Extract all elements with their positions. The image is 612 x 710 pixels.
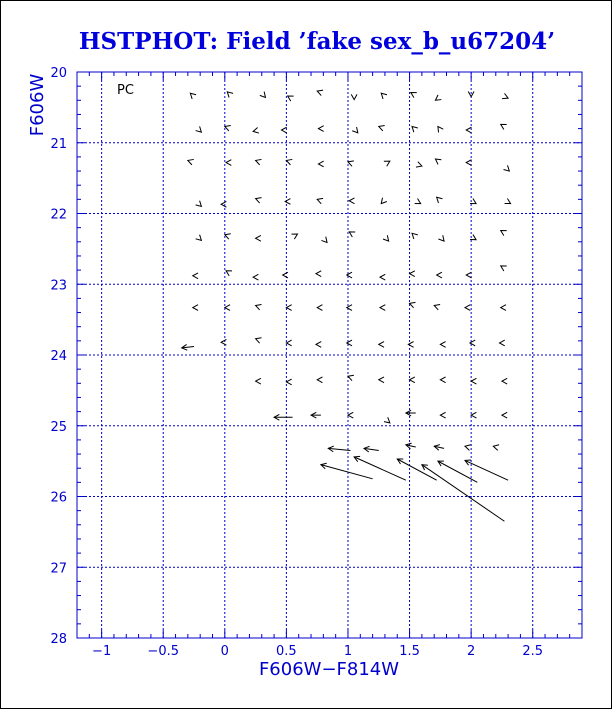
data-arrow [434,445,444,451]
data-arrow [348,161,354,166]
data-arrow [317,198,323,203]
arrow-head [505,198,511,203]
data-arrow [415,198,421,203]
data-arrow [381,198,387,204]
arrow-head [379,342,384,348]
data-arrow [281,127,286,133]
data-arrows [182,90,511,521]
data-arrow [437,197,443,203]
data-arrow [196,126,202,132]
data-arrow [466,272,471,278]
arrow-head [465,305,470,311]
data-arrow [348,375,354,380]
data-arrow [349,232,355,237]
data-arrow [318,126,323,132]
arrow-head [193,273,198,279]
x-tick-label: −0.5 [147,644,180,659]
data-arrow [225,234,231,239]
data-arrow [316,271,321,277]
data-arrow [256,235,261,241]
data-arrow [466,127,471,133]
arrow-head [422,465,428,470]
data-arrow [466,160,471,166]
arrow-head [381,93,387,99]
arrow-head [225,234,231,239]
arrow-head [316,271,321,277]
data-arrow [412,126,418,132]
data-arrow [253,127,259,133]
data-arrow [440,377,445,383]
arrow-head [286,340,291,346]
data-arrow [286,159,292,164]
arrow-head [256,235,261,241]
data-arrow [501,230,507,235]
y-tick-label: 22 [50,207,67,223]
arrow-head [321,237,327,243]
data-arrow [397,459,436,480]
arrow-head [412,126,418,132]
arrow-head [465,445,471,451]
data-arrow [348,412,353,418]
data-arrow [383,235,389,241]
arrow-head [256,198,262,203]
arrow-head [316,342,321,348]
arrow-head [466,272,471,278]
data-arrow [440,412,445,418]
arrow-head [411,93,417,98]
arrow-head [440,377,445,383]
data-arrow [416,162,422,167]
arrow-head [196,126,202,132]
arrow-head [286,159,292,164]
arrow-head [381,198,387,204]
arrow-head [225,125,231,130]
data-arrow [406,410,416,416]
x-tick-label: 2.5 [522,644,544,659]
arrow-head [380,274,385,280]
data-arrow [196,235,202,241]
data-arrow [384,417,390,423]
data-arrow [317,90,323,95]
data-arrow [384,161,390,166]
data-arrow [256,198,262,203]
arrow-head [281,127,286,133]
data-arrow [502,93,508,98]
y-tick-label: 28 [50,632,67,647]
arrow-head [227,92,233,98]
arrow-shaft [397,459,436,480]
arrow-head [318,126,323,132]
data-arrow [317,305,322,311]
data-arrow [285,199,290,205]
data-arrow [465,305,470,311]
data-arrow [440,342,445,348]
data-arrow [412,233,418,239]
chart-title: HSTPHOT: Field ’fake sex_b_u67204’ [78,28,556,55]
data-arrow [260,92,266,98]
data-arrow [188,159,194,164]
data-arrow [437,272,442,278]
data-arrow [501,305,506,311]
arrow-head [384,417,390,423]
y-tick-label: 21 [50,136,67,152]
arrow-head [352,127,358,133]
arrow-head [438,235,444,241]
arrow-head [408,342,413,348]
data-arrow [349,198,354,204]
arrow-head [501,266,507,271]
grid-lines [77,72,582,638]
arrow-head [501,305,506,311]
arrow-head [471,378,476,384]
x-tick-label: 1 [343,644,353,659]
x-axis-label: F606W−F814W [258,659,400,680]
arrow-head [471,412,476,418]
arrow-head [410,271,415,277]
data-arrow [502,378,507,384]
arrow-head [256,338,262,343]
arrow-head [317,90,323,95]
data-arrow [471,378,476,384]
arrow-head [379,125,385,130]
y-tick-label: 23 [50,278,67,294]
arrow-head [499,340,504,346]
arrow-head [383,235,389,241]
data-arrow [196,201,202,207]
y-tick-labels [50,66,67,647]
data-arrow [380,274,385,280]
data-arrow [286,340,291,346]
data-arrow [504,165,510,171]
arrow-head [188,159,194,164]
data-arrow [190,93,196,99]
data-arrow [410,271,415,277]
x-tick-label: −1 [92,644,112,659]
data-arrow [221,201,226,207]
y-tick-label: 27 [50,561,67,577]
arrow-head [379,377,384,383]
data-arrow [505,198,511,203]
data-arrow [225,305,230,311]
arrow-head [440,342,445,348]
arrow-head [283,272,288,278]
arrow-head [226,271,232,276]
arrow-head [196,201,202,207]
y-tick-label: 24 [50,349,67,364]
data-arrow [438,126,443,132]
data-arrow [288,96,294,101]
arrow-head [410,377,415,383]
arrow-head [437,197,443,203]
arrow-head [190,93,196,99]
data-arrow [291,234,297,239]
data-arrow [502,412,507,418]
arrow-head [493,445,499,451]
plot-annotation: PC [117,83,134,98]
data-arrow [256,304,262,309]
data-arrow [286,379,291,385]
data-arrow [381,93,387,99]
y-tick-label: 25 [50,419,67,435]
arrow-head [317,305,322,311]
data-arrow [256,378,261,384]
data-arrow [465,445,471,451]
arrow-head [438,126,443,132]
arrow-head [466,160,471,166]
data-arrow [379,377,384,383]
arrow-head [348,375,354,380]
arrow-head [221,339,226,345]
data-arrow [286,305,291,311]
arrow-head [260,92,266,98]
arrow-head [221,201,226,207]
arrow-head [351,94,357,99]
arrow-head [502,378,507,384]
arrow-head [502,412,507,418]
data-arrow [193,305,198,311]
arrow-head [501,230,507,235]
data-arrow [318,161,323,167]
x-tick-label: 1.5 [399,644,420,659]
arrow-head [502,93,508,98]
chart [1,1,612,710]
arrow-head [504,165,510,171]
data-arrow [380,305,385,311]
arrow-head [286,379,291,385]
data-arrow [435,159,441,164]
arrow-head [288,96,294,101]
data-arrow [411,93,417,98]
arrow-head [349,198,354,204]
data-arrow [434,304,440,309]
data-arrow [193,273,198,279]
arrow-head [291,234,297,239]
x-tick-label: 0 [220,644,229,659]
arrow-head [466,127,471,133]
arrow-head [440,412,445,418]
arrow-head [348,161,354,166]
arrow-head [256,378,261,384]
data-arrow [256,159,262,164]
data-arrow [410,377,415,383]
data-arrow [410,302,416,307]
data-arrow [379,125,385,130]
arrow-head [434,304,440,309]
arrow-head [348,412,353,418]
arrow-head [410,302,416,307]
y-tick-label: 20 [50,66,67,81]
arrow-head [256,304,262,309]
data-arrow [408,342,413,348]
data-arrow [225,125,231,130]
arrow-head [437,272,442,278]
y-tick-label: 26 [50,490,67,506]
data-arrow [351,94,357,99]
arrow-head [435,159,441,164]
arrow-head [285,199,290,205]
data-arrow [352,127,358,133]
data-arrow [321,463,373,479]
arrow-head [317,377,322,383]
data-arrow [274,414,292,420]
data-arrow [501,266,507,271]
data-arrow [379,342,384,348]
data-arrow [317,377,322,383]
data-arrow [501,124,507,129]
arrow-head [412,233,418,239]
data-arrow [227,92,233,98]
data-arrow [406,443,416,449]
data-arrow [316,342,321,348]
arrow-head [317,198,323,203]
arrow-head [193,305,198,311]
x-tick-label: 2 [467,644,476,659]
data-arrow [226,271,232,276]
arrow-head [501,124,507,129]
arrow-shaft [321,465,373,479]
data-arrow [256,338,262,343]
y-axis-label: F606W [27,73,48,137]
arrow-head [415,198,421,203]
arrow-head [349,232,355,237]
data-arrow [253,274,258,280]
data-arrow [328,446,350,452]
data-arrow [182,344,194,350]
arrow-head [286,305,291,311]
data-arrow [493,445,499,451]
data-arrow [471,412,476,418]
arrow-head [256,159,262,164]
arrow-head [196,235,202,241]
data-arrow [364,446,379,452]
arrow-head [253,274,258,280]
arrow-head [226,160,231,166]
data-arrow [435,95,441,100]
data-arrow [321,237,327,243]
arrow-head [318,161,323,167]
arrow-head [435,95,441,100]
arrow-head [380,305,385,311]
data-arrow [221,339,226,345]
x-tick-label: 0.5 [276,644,297,659]
arrow-head [416,162,422,167]
data-arrow [226,160,231,166]
arrow-head [384,161,390,166]
arrow-head [225,305,230,311]
x-tick-labels [92,644,543,659]
arrow-head [253,127,259,133]
data-arrow [283,272,288,278]
data-arrow [499,340,504,346]
data-arrow [311,412,321,418]
data-arrow [438,235,444,241]
